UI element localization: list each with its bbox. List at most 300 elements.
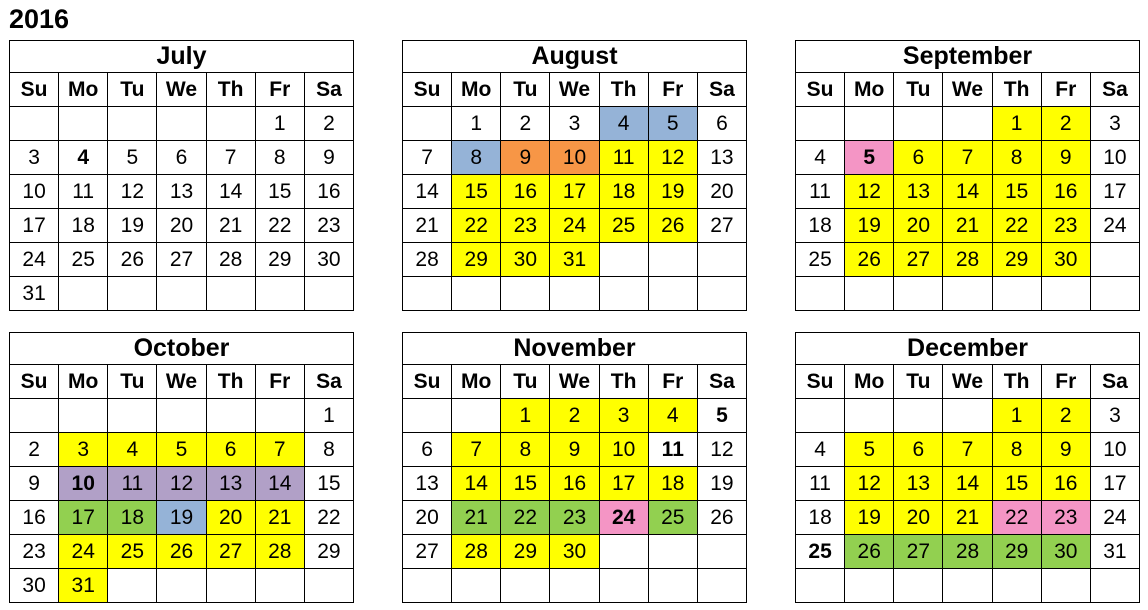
empty-cell [697, 569, 746, 603]
day-cell: 12 [845, 175, 894, 209]
empty-cell [796, 569, 845, 603]
day-cell: 8 [304, 433, 353, 467]
weekday-header-row [796, 73, 1140, 107]
empty-cell [59, 107, 108, 141]
day-cell: 3 [1090, 399, 1139, 433]
day-cell: 2 [304, 107, 353, 141]
day-cell: 16 [304, 175, 353, 209]
month-august [402, 40, 747, 311]
day-cell: 31 [10, 277, 59, 311]
day-cell: 15 [452, 175, 501, 209]
empty-cell [10, 399, 59, 433]
day-cell: 7 [403, 141, 452, 175]
weekday-label: We [943, 73, 992, 107]
day-cell: 20 [697, 175, 746, 209]
empty-cell [452, 569, 501, 603]
weekday-label: Su [796, 73, 845, 107]
day-cell: 5 [845, 433, 894, 467]
empty-cell [1090, 569, 1139, 603]
day-cell: 12 [845, 467, 894, 501]
day-cell: 17 [550, 175, 599, 209]
day-cell: 7 [452, 433, 501, 467]
day-cell: 11 [59, 175, 108, 209]
empty-cell [255, 399, 304, 433]
day-cell: 10 [1090, 141, 1139, 175]
day-cell: 9 [1041, 433, 1090, 467]
day-cell: 19 [157, 501, 206, 535]
day-cell: 27 [157, 243, 206, 277]
empty-cell [648, 277, 697, 311]
day-cell: 23 [1041, 209, 1090, 243]
day-cell: 24 [10, 243, 59, 277]
weekday-label: Su [403, 73, 452, 107]
day-cell: 21 [255, 501, 304, 535]
day-cell: 14 [943, 175, 992, 209]
weekday-label: We [943, 365, 992, 399]
weekday-label: Mo [59, 73, 108, 107]
empty-cell [845, 569, 894, 603]
day-cell: 4 [648, 399, 697, 433]
day-cell: 23 [501, 209, 550, 243]
week-row [796, 467, 1140, 501]
weekday-label: Fr [648, 365, 697, 399]
weekday-label: We [157, 365, 206, 399]
day-cell: 21 [206, 209, 255, 243]
weekday-label: We [550, 73, 599, 107]
day-cell: 24 [1090, 209, 1139, 243]
empty-cell [894, 569, 943, 603]
empty-cell [550, 569, 599, 603]
day-cell: 4 [796, 141, 845, 175]
empty-cell [943, 107, 992, 141]
empty-cell [206, 399, 255, 433]
weekday-label: Su [10, 365, 59, 399]
day-cell: 7 [255, 433, 304, 467]
day-cell: 8 [452, 141, 501, 175]
weekday-label: Fr [1041, 365, 1090, 399]
day-cell: 30 [1041, 535, 1090, 569]
week-row [10, 107, 354, 141]
week-row [796, 433, 1140, 467]
empty-cell [796, 399, 845, 433]
empty-cell [648, 535, 697, 569]
empty-cell [599, 277, 648, 311]
day-cell: 2 [10, 433, 59, 467]
weekday-header-row [10, 73, 354, 107]
day-cell: 3 [1090, 107, 1139, 141]
day-cell: 22 [501, 501, 550, 535]
day-cell: 15 [255, 175, 304, 209]
weekday-label: Fr [1041, 73, 1090, 107]
day-cell: 13 [894, 175, 943, 209]
day-cell: 31 [59, 569, 108, 603]
weekday-label: We [157, 73, 206, 107]
day-cell: 16 [501, 175, 550, 209]
day-cell: 12 [157, 467, 206, 501]
day-cell: 4 [796, 433, 845, 467]
empty-cell [796, 107, 845, 141]
empty-cell [452, 399, 501, 433]
empty-cell [894, 277, 943, 311]
weekday-label: Th [599, 365, 648, 399]
week-row [10, 209, 354, 243]
empty-cell [943, 569, 992, 603]
day-cell: 18 [648, 467, 697, 501]
day-cell: 26 [648, 209, 697, 243]
day-cell: 21 [403, 209, 452, 243]
weekday-label: We [550, 365, 599, 399]
day-cell: 26 [697, 501, 746, 535]
weekday-header-row [403, 73, 747, 107]
day-cell: 2 [501, 107, 550, 141]
day-cell: 10 [59, 467, 108, 501]
month-title: October [10, 333, 354, 365]
empty-cell [648, 243, 697, 277]
week-row [403, 535, 747, 569]
day-cell: 6 [697, 107, 746, 141]
day-cell: 10 [599, 433, 648, 467]
weekday-label: Th [206, 365, 255, 399]
day-cell: 1 [304, 399, 353, 433]
weekday-label: Mo [845, 73, 894, 107]
day-cell: 8 [992, 433, 1041, 467]
empty-cell [304, 569, 353, 603]
day-cell: 27 [206, 535, 255, 569]
day-cell: 13 [697, 141, 746, 175]
month-october [9, 332, 354, 603]
day-cell: 3 [59, 433, 108, 467]
empty-cell [943, 399, 992, 433]
month-november [402, 332, 747, 603]
day-cell: 16 [10, 501, 59, 535]
empty-cell [1090, 277, 1139, 311]
day-cell: 27 [403, 535, 452, 569]
day-cell: 23 [304, 209, 353, 243]
empty-cell [157, 277, 206, 311]
day-cell: 22 [452, 209, 501, 243]
day-cell: 8 [255, 141, 304, 175]
day-cell: 28 [255, 535, 304, 569]
day-cell: 6 [894, 141, 943, 175]
week-row [403, 569, 747, 603]
month-september [795, 40, 1140, 311]
weekday-label: Th [599, 73, 648, 107]
day-cell: 1 [501, 399, 550, 433]
day-cell: 30 [304, 243, 353, 277]
empty-cell [1090, 243, 1139, 277]
day-cell: 25 [648, 501, 697, 535]
month-title: September [796, 41, 1140, 73]
day-cell: 28 [943, 243, 992, 277]
empty-cell [108, 277, 157, 311]
day-cell: 20 [206, 501, 255, 535]
empty-cell [403, 107, 452, 141]
day-cell: 5 [648, 107, 697, 141]
empty-cell [894, 399, 943, 433]
day-cell: 28 [452, 535, 501, 569]
weekday-label: Tu [108, 365, 157, 399]
week-row [796, 141, 1140, 175]
day-cell: 19 [648, 175, 697, 209]
day-cell: 22 [255, 209, 304, 243]
week-row [796, 107, 1140, 141]
day-cell: 28 [403, 243, 452, 277]
day-cell: 8 [992, 141, 1041, 175]
day-cell: 22 [992, 209, 1041, 243]
empty-cell [501, 277, 550, 311]
month-title: November [403, 333, 747, 365]
day-cell: 14 [403, 175, 452, 209]
week-row [10, 277, 354, 311]
day-cell: 13 [894, 467, 943, 501]
day-cell: 18 [59, 209, 108, 243]
day-cell: 21 [452, 501, 501, 535]
day-cell: 17 [1090, 467, 1139, 501]
empty-cell [550, 277, 599, 311]
week-row [10, 141, 354, 175]
weekday-label: Fr [255, 73, 304, 107]
day-cell: 29 [992, 535, 1041, 569]
day-cell: 2 [1041, 399, 1090, 433]
day-cell: 9 [550, 433, 599, 467]
day-cell: 25 [599, 209, 648, 243]
weekday-label: Sa [1090, 73, 1139, 107]
empty-cell [943, 277, 992, 311]
day-cell: 24 [550, 209, 599, 243]
week-row [403, 433, 747, 467]
day-cell: 26 [845, 535, 894, 569]
day-cell: 7 [943, 433, 992, 467]
day-cell: 5 [157, 433, 206, 467]
day-cell: 9 [501, 141, 550, 175]
day-cell: 12 [648, 141, 697, 175]
day-cell: 5 [845, 141, 894, 175]
week-row [796, 501, 1140, 535]
weekday-label: Th [992, 73, 1041, 107]
day-cell: 9 [304, 141, 353, 175]
weekday-label: Sa [697, 365, 746, 399]
weekday-label: Sa [697, 73, 746, 107]
day-cell: 27 [894, 535, 943, 569]
day-cell: 11 [108, 467, 157, 501]
week-row [403, 399, 747, 433]
day-cell: 16 [1041, 467, 1090, 501]
day-cell: 26 [157, 535, 206, 569]
day-cell: 4 [108, 433, 157, 467]
empty-cell [992, 569, 1041, 603]
empty-cell [697, 277, 746, 311]
day-cell: 9 [10, 467, 59, 501]
week-row [10, 175, 354, 209]
day-cell: 3 [599, 399, 648, 433]
empty-cell [648, 569, 697, 603]
year-title: 2016 [9, 4, 70, 34]
day-cell: 25 [108, 535, 157, 569]
weekday-label: Sa [304, 73, 353, 107]
day-cell: 8 [501, 433, 550, 467]
empty-cell [1041, 569, 1090, 603]
week-row [403, 175, 747, 209]
weekday-label: Mo [452, 73, 501, 107]
weekday-label: Th [992, 365, 1041, 399]
day-cell: 14 [255, 467, 304, 501]
day-cell: 2 [1041, 107, 1090, 141]
day-cell: 12 [697, 433, 746, 467]
day-cell: 26 [108, 243, 157, 277]
day-cell: 11 [648, 433, 697, 467]
weekday-header-row [10, 365, 354, 399]
day-cell: 16 [1041, 175, 1090, 209]
empty-cell [599, 569, 648, 603]
empty-cell [599, 243, 648, 277]
empty-cell [206, 107, 255, 141]
day-cell: 4 [59, 141, 108, 175]
weekday-label: Mo [59, 365, 108, 399]
day-cell: 6 [157, 141, 206, 175]
day-cell: 28 [206, 243, 255, 277]
week-row [10, 467, 354, 501]
day-cell: 23 [1041, 501, 1090, 535]
day-cell: 31 [550, 243, 599, 277]
day-cell: 29 [304, 535, 353, 569]
week-row [403, 107, 747, 141]
day-cell: 16 [550, 467, 599, 501]
empty-cell [108, 399, 157, 433]
day-cell: 23 [10, 535, 59, 569]
week-row [796, 243, 1140, 277]
day-cell: 13 [403, 467, 452, 501]
day-cell: 29 [501, 535, 550, 569]
empty-cell [796, 277, 845, 311]
week-row [10, 243, 354, 277]
day-cell: 18 [599, 175, 648, 209]
day-cell: 10 [10, 175, 59, 209]
day-cell: 18 [796, 501, 845, 535]
day-cell: 14 [452, 467, 501, 501]
day-cell: 4 [599, 107, 648, 141]
empty-cell [697, 243, 746, 277]
empty-cell [403, 569, 452, 603]
empty-cell [697, 535, 746, 569]
day-cell: 1 [452, 107, 501, 141]
day-cell: 19 [845, 501, 894, 535]
empty-cell [157, 107, 206, 141]
weekday-label: Tu [501, 73, 550, 107]
week-row [403, 209, 747, 243]
day-cell: 5 [108, 141, 157, 175]
day-cell: 20 [894, 501, 943, 535]
day-cell: 17 [10, 209, 59, 243]
day-cell: 18 [108, 501, 157, 535]
day-cell: 1 [992, 107, 1041, 141]
week-row [403, 277, 747, 311]
weekday-header-row [403, 365, 747, 399]
empty-cell [255, 277, 304, 311]
weekday-label: Su [10, 73, 59, 107]
weekday-label: Su [796, 365, 845, 399]
day-cell: 9 [1041, 141, 1090, 175]
week-row [403, 141, 747, 175]
empty-cell [845, 107, 894, 141]
empty-cell [157, 399, 206, 433]
day-cell: 23 [550, 501, 599, 535]
day-cell: 31 [1090, 535, 1139, 569]
weekday-label: Sa [304, 365, 353, 399]
day-cell: 6 [894, 433, 943, 467]
day-cell: 17 [1090, 175, 1139, 209]
month-title: December [796, 333, 1140, 365]
weekday-header-row [796, 365, 1140, 399]
day-cell: 27 [697, 209, 746, 243]
day-cell: 7 [206, 141, 255, 175]
day-cell: 10 [550, 141, 599, 175]
week-row [10, 535, 354, 569]
day-cell: 20 [403, 501, 452, 535]
empty-cell [894, 107, 943, 141]
day-cell: 14 [943, 467, 992, 501]
weekday-label: Mo [845, 365, 894, 399]
empty-cell [157, 569, 206, 603]
day-cell: 30 [550, 535, 599, 569]
day-cell: 3 [10, 141, 59, 175]
weekday-label: Fr [255, 365, 304, 399]
empty-cell [452, 277, 501, 311]
week-row [796, 277, 1140, 311]
day-cell: 20 [894, 209, 943, 243]
day-cell: 17 [59, 501, 108, 535]
weekday-label: Mo [452, 365, 501, 399]
day-cell: 21 [943, 501, 992, 535]
day-cell: 22 [304, 501, 353, 535]
week-row [10, 569, 354, 603]
week-row [10, 433, 354, 467]
empty-cell [599, 535, 648, 569]
week-row [796, 175, 1140, 209]
empty-cell [403, 399, 452, 433]
empty-cell [403, 277, 452, 311]
day-cell: 24 [599, 501, 648, 535]
empty-cell [108, 569, 157, 603]
day-cell: 22 [992, 501, 1041, 535]
empty-cell [845, 277, 894, 311]
day-cell: 30 [1041, 243, 1090, 277]
week-row [796, 569, 1140, 603]
week-row [10, 501, 354, 535]
week-row [403, 243, 747, 277]
day-cell: 26 [845, 243, 894, 277]
week-row [796, 399, 1140, 433]
day-cell: 20 [157, 209, 206, 243]
empty-cell [59, 277, 108, 311]
day-cell: 6 [403, 433, 452, 467]
weekday-label: Fr [648, 73, 697, 107]
weekday-label: Th [206, 73, 255, 107]
day-cell: 7 [943, 141, 992, 175]
week-row [796, 535, 1140, 569]
week-row [796, 209, 1140, 243]
day-cell: 5 [697, 399, 746, 433]
day-cell: 15 [501, 467, 550, 501]
weekday-label: Sa [1090, 365, 1139, 399]
empty-cell [10, 107, 59, 141]
day-cell: 29 [992, 243, 1041, 277]
day-cell: 10 [1090, 433, 1139, 467]
empty-cell [304, 277, 353, 311]
week-row [10, 399, 354, 433]
month-title: July [10, 41, 354, 73]
day-cell: 25 [796, 535, 845, 569]
day-cell: 28 [943, 535, 992, 569]
